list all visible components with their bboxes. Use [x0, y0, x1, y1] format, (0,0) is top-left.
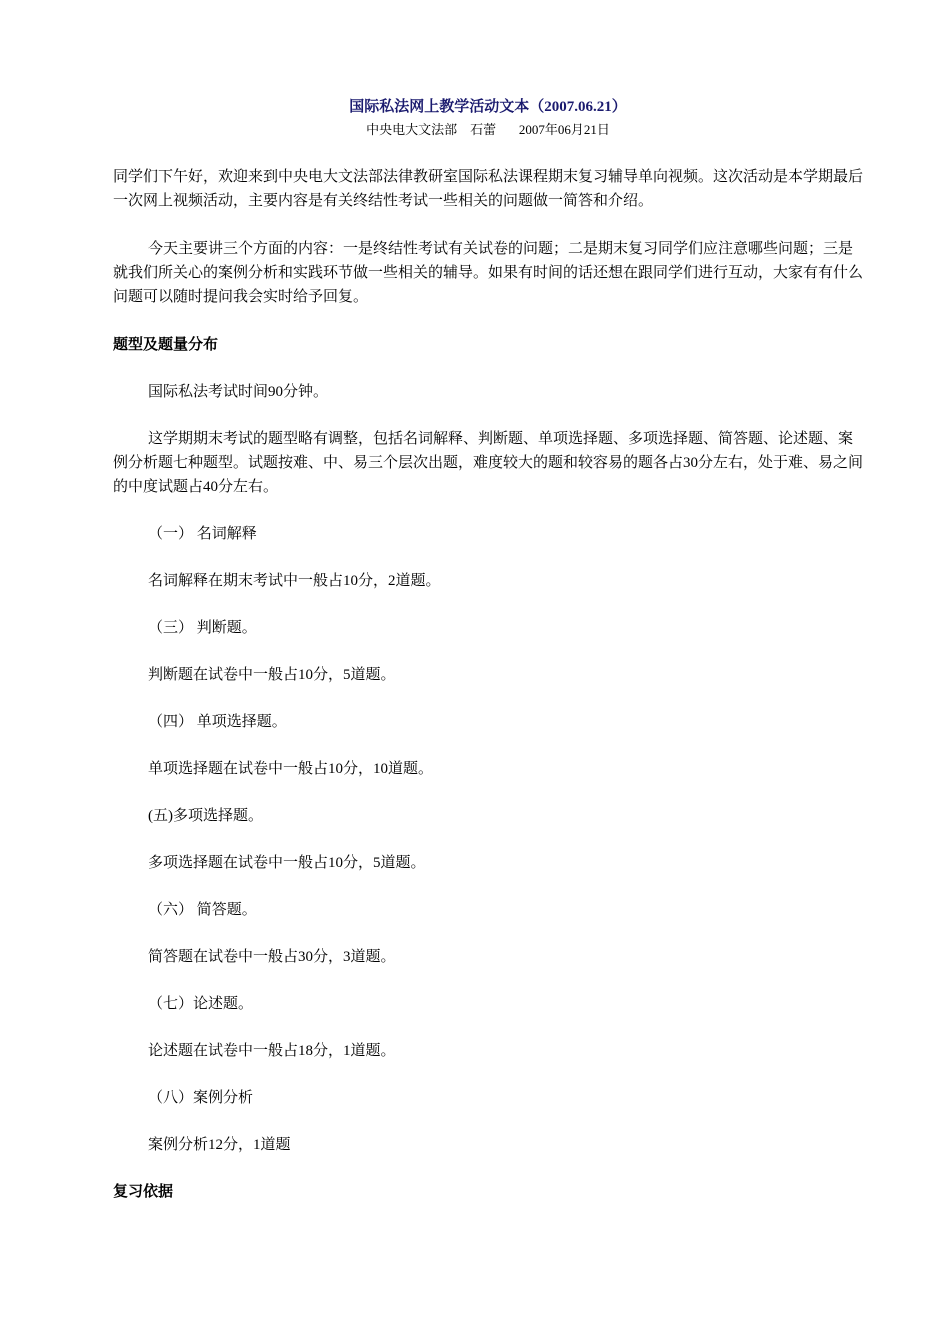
item-heading: （三） 判断题。: [148, 620, 257, 636]
item-detail: 判断题在试卷中一般占10分，5道题。: [148, 667, 396, 683]
item-detail: 单项选择题在试卷中一般占10分，10道题。: [148, 761, 434, 777]
outline-paragraph: 今天主要讲三个方面的内容：一是终结性考试有关试卷的问题；二是期末复习同学们应注意哪些问题；三是就我们所关心的案例分析和实践环节做一些相关的辅导。如果有时间的话还想在跟同学们进行互动，大家有有什么问题可以随时提问我会实时给予回复。: [113, 241, 864, 305]
exam-time-paragraph: 国际私法考试时间90分钟。: [148, 384, 329, 400]
item-detail: 多项选择题在试卷中一般占10分，5道题。: [148, 855, 426, 871]
document-title: 国际私法网上教学活动文本（2007.06.21）: [349, 99, 627, 115]
item-heading: （八）案例分析: [148, 1090, 254, 1106]
item-detail: 名词解释在期末考试中一般占10分，2道题。: [148, 573, 441, 589]
section-heading-question-types: 题型及题量分布: [113, 337, 219, 353]
item-heading: （一） 名词解释: [148, 526, 257, 542]
item-detail: 论述题在试卷中一般占18分，1道题。: [148, 1043, 396, 1059]
intro-paragraph: 同学们下午好，欢迎来到中央电大文法部法律教研室国际私法课程期末复习辅导单向视频。这次活动是本学期最后一次网上视频活动，主要内容是有关终结性考试一些相关的问题做一简答和介绍。: [113, 169, 864, 209]
item-detail: 案例分析12分，1道题: [148, 1137, 291, 1153]
item-detail: 简答题在试卷中一般占30分，3道题。: [148, 949, 396, 965]
section-heading-review-basis: 复习依据: [113, 1184, 174, 1200]
item-heading: （六） 简答题。: [148, 902, 257, 918]
item-heading: (五)多项选择题。: [148, 808, 263, 824]
exam-types-paragraph: 这学期期末考试的题型略有调整，包括名词解释、判断题、单项选择题、多项选择题、简答题、论述题、案例分析题七种题型。试题按难、中、易三个层次出题，难度较大的题和较容易的题各占30分左右，处于难、易之间的中度试题占40分左右。: [113, 431, 864, 495]
item-heading: （四） 单项选择题。: [148, 714, 287, 730]
document-subtitle: 中央电大文法部 石蕾 2007年06月21日: [366, 122, 610, 137]
item-heading: （七）论述题。: [148, 996, 254, 1012]
document-page: [113, 96, 863, 1204]
